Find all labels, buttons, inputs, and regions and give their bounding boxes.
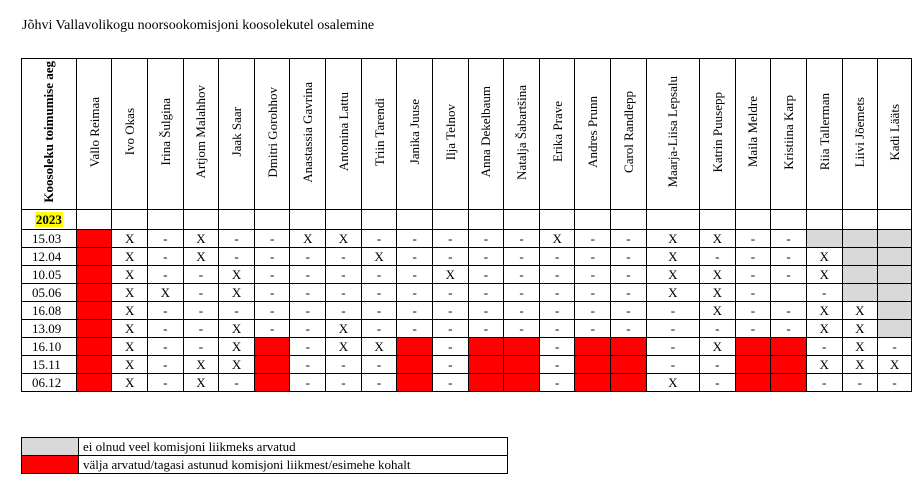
attendance-cell: - — [700, 320, 736, 338]
attendance-table — [21, 58, 912, 392]
attendance-cell — [771, 284, 807, 302]
attendance-cell: - — [397, 266, 433, 284]
attendance-cell: - — [611, 266, 647, 284]
meeting-date: 16.08 — [22, 302, 77, 320]
not-member-cell — [878, 248, 912, 266]
empty-cell — [646, 210, 699, 230]
member-header: Katrin Puusepp — [700, 59, 736, 210]
attendance-cell: - — [539, 266, 575, 284]
attendance-cell: - — [183, 302, 219, 320]
attendance-cell: - — [468, 302, 504, 320]
attendance-cell: - — [147, 338, 183, 356]
empty-cell — [397, 210, 433, 230]
legend-label: ei olnud veel komisjoni liikmeks arvatud — [79, 438, 508, 456]
attendance-cell: - — [397, 230, 433, 248]
member-header: Kristiina Karp — [771, 59, 807, 210]
not-member-cell — [878, 302, 912, 320]
removed-cell — [397, 356, 433, 374]
attendance-cell: - — [432, 230, 468, 248]
attendance-cell: - — [397, 248, 433, 266]
attendance-cell: X — [361, 338, 397, 356]
attendance-cell: - — [468, 284, 504, 302]
member-header: Andres Prunn — [575, 59, 611, 210]
attendance-cell: - — [539, 374, 575, 392]
not-member-cell — [878, 284, 912, 302]
attendance-cell: - — [504, 284, 540, 302]
attendance-cell: - — [575, 320, 611, 338]
removed-cell — [735, 356, 771, 374]
attendance-cell: - — [254, 248, 290, 266]
member-header: Triin Tarendi — [361, 59, 397, 210]
attendance-cell: - — [432, 302, 468, 320]
attendance-cell: X — [539, 230, 575, 248]
attendance-cell: - — [700, 248, 736, 266]
attendance-cell: - — [147, 320, 183, 338]
attendance-cell: - — [646, 338, 699, 356]
attendance-cell: - — [611, 320, 647, 338]
attendance-cell: - — [771, 320, 807, 338]
attendance-cell: X — [112, 320, 148, 338]
empty-cell — [326, 210, 362, 230]
attendance-cell: X — [878, 356, 912, 374]
attendance-cell: - — [361, 302, 397, 320]
empty-cell — [806, 210, 842, 230]
attendance-cell: X — [183, 230, 219, 248]
attendance-cell: X — [842, 302, 878, 320]
legend-table — [21, 437, 508, 474]
removed-cell — [76, 248, 112, 266]
attendance-cell: X — [112, 266, 148, 284]
removed-cell — [575, 356, 611, 374]
attendance-cell: - — [290, 356, 326, 374]
empty-cell — [611, 210, 647, 230]
attendance-cell: - — [326, 302, 362, 320]
attendance-cell: X — [183, 374, 219, 392]
removed-cell — [76, 266, 112, 284]
attendance-cell: - — [361, 284, 397, 302]
not-member-cell — [842, 230, 878, 248]
attendance-cell: X — [646, 266, 699, 284]
removed-cell — [76, 230, 112, 248]
attendance-cell: - — [290, 320, 326, 338]
meeting-date: 15.11 — [22, 356, 77, 374]
empty-cell — [290, 210, 326, 230]
attendance-cell: - — [219, 302, 255, 320]
meeting-date: 12.04 — [22, 248, 77, 266]
attendance-cell: - — [432, 338, 468, 356]
table-row — [22, 284, 912, 302]
attendance-cell: X — [646, 374, 699, 392]
member-header: Vallo Reimaa — [76, 59, 112, 210]
member-header: Anna Dekelbaum — [468, 59, 504, 210]
removed-cell — [468, 356, 504, 374]
attendance-cell: - — [432, 374, 468, 392]
attendance-cell: - — [147, 248, 183, 266]
attendance-cell: - — [611, 248, 647, 266]
attendance-cell: - — [504, 302, 540, 320]
header-row — [22, 59, 912, 210]
attendance-cell: - — [361, 320, 397, 338]
attendance-cell: X — [700, 230, 736, 248]
meeting-date: 13.09 — [22, 320, 77, 338]
removed-cell — [504, 374, 540, 392]
attendance-cell: - — [254, 320, 290, 338]
attendance-cell: - — [646, 320, 699, 338]
table-row — [22, 248, 912, 266]
member-header: Artjom Malahhov — [183, 59, 219, 210]
attendance-cell: - — [432, 248, 468, 266]
attendance-cell: - — [290, 248, 326, 266]
attendance-cell: - — [700, 356, 736, 374]
attendance-cell: - — [646, 302, 699, 320]
attendance-cell: - — [147, 356, 183, 374]
empty-cell — [147, 210, 183, 230]
removed-cell — [76, 356, 112, 374]
attendance-cell: X — [290, 230, 326, 248]
attendance-cell: X — [806, 320, 842, 338]
attendance-cell: - — [700, 374, 736, 392]
attendance-cell: - — [219, 230, 255, 248]
attendance-cell: X — [219, 356, 255, 374]
attendance-cell: - — [806, 284, 842, 302]
attendance-cell: - — [611, 230, 647, 248]
meeting-date: 10.05 — [22, 266, 77, 284]
attendance-cell: - — [539, 284, 575, 302]
attendance-cell: - — [361, 356, 397, 374]
page-title: Jõhvi Vallavolikogu noorsookomisjoni koosolekutel osalemine — [22, 18, 375, 33]
attendance-cell: - — [539, 248, 575, 266]
attendance-cell: - — [326, 266, 362, 284]
not-member-cell — [842, 248, 878, 266]
attendance-cell: - — [183, 284, 219, 302]
table-row — [22, 338, 912, 356]
attendance-cell: X — [112, 374, 148, 392]
not-member-cell — [878, 320, 912, 338]
attendance-cell: - — [504, 248, 540, 266]
year-row — [22, 210, 912, 230]
removed-cell — [76, 338, 112, 356]
removed-cell — [468, 338, 504, 356]
removed-cell — [611, 338, 647, 356]
attendance-cell: - — [147, 230, 183, 248]
attendance-cell: - — [504, 266, 540, 284]
empty-cell — [700, 210, 736, 230]
attendance-cell: X — [806, 266, 842, 284]
attendance-cell: - — [842, 374, 878, 392]
attendance-cell: - — [735, 248, 771, 266]
attendance-cell: - — [539, 356, 575, 374]
member-header: Janika Juuse — [397, 59, 433, 210]
attendance-cell: - — [611, 284, 647, 302]
attendance-cell: - — [290, 284, 326, 302]
empty-cell — [361, 210, 397, 230]
attendance-cell: - — [397, 320, 433, 338]
table-row — [22, 320, 912, 338]
attendance-cell: - — [468, 320, 504, 338]
attendance-cell: - — [771, 302, 807, 320]
member-header: Kadi Lääts — [878, 59, 912, 210]
removed-cell — [575, 374, 611, 392]
attendance-cell: - — [290, 302, 326, 320]
attendance-cell: - — [219, 248, 255, 266]
empty-cell — [76, 210, 112, 230]
attendance-cell: - — [735, 302, 771, 320]
legend-row — [22, 456, 508, 474]
meeting-date: 15.03 — [22, 230, 77, 248]
attendance-cell: X — [326, 230, 362, 248]
attendance-cell: - — [432, 284, 468, 302]
meeting-date: 06.12 — [22, 374, 77, 392]
removed-cell — [76, 284, 112, 302]
empty-cell — [219, 210, 255, 230]
attendance-cell: X — [219, 320, 255, 338]
removed-cell — [76, 302, 112, 320]
empty-cell — [468, 210, 504, 230]
attendance-cell: - — [468, 248, 504, 266]
member-header: Natalja Šabartšina — [504, 59, 540, 210]
attendance-cell: X — [700, 302, 736, 320]
meeting-date: 16.10 — [22, 338, 77, 356]
removed-cell — [771, 374, 807, 392]
table-row — [22, 356, 912, 374]
removed-cell — [771, 356, 807, 374]
attendance-cell: - — [432, 320, 468, 338]
attendance-cell: - — [735, 266, 771, 284]
attendance-cell: X — [361, 248, 397, 266]
empty-cell — [539, 210, 575, 230]
member-header: Jaak Saar — [219, 59, 255, 210]
attendance-cell: X — [432, 266, 468, 284]
attendance-cell: - — [361, 230, 397, 248]
removed-cell — [735, 338, 771, 356]
attendance-cell: - — [147, 374, 183, 392]
attendance-cell: - — [326, 374, 362, 392]
member-header: Riia Tallerman — [806, 59, 842, 210]
attendance-cell: X — [646, 230, 699, 248]
table-row — [22, 230, 912, 248]
not-member-cell — [842, 266, 878, 284]
attendance-cell: - — [806, 338, 842, 356]
attendance-cell: - — [771, 230, 807, 248]
attendance-cell: - — [254, 266, 290, 284]
attendance-cell: - — [504, 230, 540, 248]
attendance-cell: X — [112, 230, 148, 248]
attendance-cell: - — [575, 248, 611, 266]
attendance-cell: - — [290, 266, 326, 284]
attendance-cell: - — [575, 302, 611, 320]
attendance-cell: X — [700, 284, 736, 302]
year-cell: 2023 — [22, 210, 77, 230]
empty-cell — [112, 210, 148, 230]
empty-cell — [254, 210, 290, 230]
attendance-cell: - — [878, 374, 912, 392]
removed-cell — [397, 338, 433, 356]
attendance-cell: - — [219, 374, 255, 392]
attendance-cell: X — [326, 320, 362, 338]
legend-swatch — [22, 456, 79, 474]
attendance-cell: X — [112, 248, 148, 266]
attendance-cell: - — [326, 284, 362, 302]
member-header: Dmitri Gorohhov — [254, 59, 290, 210]
attendance-cell: - — [771, 248, 807, 266]
attendance-cell: - — [468, 230, 504, 248]
legend-row — [22, 438, 508, 456]
member-header: Maila Meldre — [735, 59, 771, 210]
attendance-cell: X — [219, 284, 255, 302]
attendance-cell: X — [700, 338, 736, 356]
attendance-cell: X — [219, 266, 255, 284]
removed-cell — [771, 338, 807, 356]
removed-cell — [504, 356, 540, 374]
empty-cell — [842, 210, 878, 230]
attendance-cell: X — [806, 356, 842, 374]
removed-cell — [397, 374, 433, 392]
member-header: Ilja Telnov — [432, 59, 468, 210]
attendance-cell: X — [646, 284, 699, 302]
attendance-cell: X — [147, 284, 183, 302]
attendance-cell: - — [539, 302, 575, 320]
attendance-cell: - — [539, 320, 575, 338]
attendance-cell: - — [539, 338, 575, 356]
removed-cell — [468, 374, 504, 392]
not-member-cell — [878, 230, 912, 248]
attendance-cell: - — [183, 266, 219, 284]
attendance-cell: - — [147, 302, 183, 320]
attendance-cell: X — [646, 248, 699, 266]
attendance-cell: - — [504, 320, 540, 338]
table-row — [22, 374, 912, 392]
removed-cell — [611, 356, 647, 374]
attendance-cell: - — [735, 284, 771, 302]
attendance-cell: X — [112, 302, 148, 320]
attendance-cell: X — [219, 338, 255, 356]
attendance-cell: - — [361, 266, 397, 284]
attendance-cell: - — [611, 302, 647, 320]
attendance-cell: X — [326, 338, 362, 356]
attendance-cell: - — [183, 338, 219, 356]
attendance-cell: - — [290, 374, 326, 392]
attendance-cell: X — [112, 284, 148, 302]
attendance-cell: X — [183, 248, 219, 266]
header-meeting-date: Koosoleku toimumise aeg — [22, 59, 77, 210]
member-header: Antonina Lattu — [326, 59, 362, 210]
removed-cell — [76, 374, 112, 392]
removed-cell — [254, 374, 290, 392]
empty-cell — [735, 210, 771, 230]
attendance-cell: X — [112, 356, 148, 374]
attendance-cell: - — [771, 266, 807, 284]
attendance-cell: - — [397, 284, 433, 302]
not-member-cell — [878, 266, 912, 284]
attendance-cell: - — [254, 284, 290, 302]
legend-swatch — [22, 438, 79, 456]
attendance-cell: - — [290, 338, 326, 356]
removed-cell — [254, 338, 290, 356]
member-header: Maarja-Liisa Lepsalu — [646, 59, 699, 210]
attendance-cell: - — [254, 230, 290, 248]
member-header: Irina Šulgina — [147, 59, 183, 210]
empty-cell — [504, 210, 540, 230]
empty-cell — [183, 210, 219, 230]
empty-cell — [878, 210, 912, 230]
removed-cell — [76, 320, 112, 338]
member-header: Carol Randlepp — [611, 59, 647, 210]
member-header: Liivi Jõemets — [842, 59, 878, 210]
not-member-cell — [842, 284, 878, 302]
table-row — [22, 302, 912, 320]
attendance-cell: - — [575, 230, 611, 248]
attendance-cell: - — [575, 266, 611, 284]
not-member-cell — [806, 230, 842, 248]
attendance-cell: - — [147, 266, 183, 284]
removed-cell — [504, 338, 540, 356]
attendance-cell: - — [806, 374, 842, 392]
legend-label: välja arvatud/tagasi astunud komisjoni liikmest/esimehe kohalt — [79, 456, 508, 474]
attendance-cell: - — [326, 356, 362, 374]
empty-cell — [771, 210, 807, 230]
attendance-cell: - — [254, 302, 290, 320]
attendance-cell: - — [183, 320, 219, 338]
removed-cell — [575, 338, 611, 356]
removed-cell — [254, 356, 290, 374]
attendance-cell: X — [112, 338, 148, 356]
attendance-cell: X — [806, 248, 842, 266]
attendance-cell: X — [183, 356, 219, 374]
attendance-cell: - — [735, 230, 771, 248]
removed-cell — [611, 374, 647, 392]
attendance-cell: X — [806, 302, 842, 320]
attendance-cell: X — [700, 266, 736, 284]
attendance-cell: - — [646, 356, 699, 374]
table-row — [22, 266, 912, 284]
attendance-cell: X — [842, 356, 878, 374]
attendance-cell: - — [326, 248, 362, 266]
attendance-cell: - — [468, 266, 504, 284]
attendance-cell: - — [361, 374, 397, 392]
removed-cell — [735, 374, 771, 392]
empty-cell — [432, 210, 468, 230]
attendance-cell: - — [735, 320, 771, 338]
attendance-cell: - — [397, 302, 433, 320]
member-header: Ivo Okas — [112, 59, 148, 210]
attendance-cell: - — [575, 284, 611, 302]
meeting-date: 05.06 — [22, 284, 77, 302]
attendance-cell: X — [842, 320, 878, 338]
member-header: Erika Prave — [539, 59, 575, 210]
attendance-cell: - — [878, 338, 912, 356]
attendance-cell: - — [432, 356, 468, 374]
attendance-cell: X — [842, 338, 878, 356]
member-header: Anastassia Gavrina — [290, 59, 326, 210]
empty-cell — [575, 210, 611, 230]
